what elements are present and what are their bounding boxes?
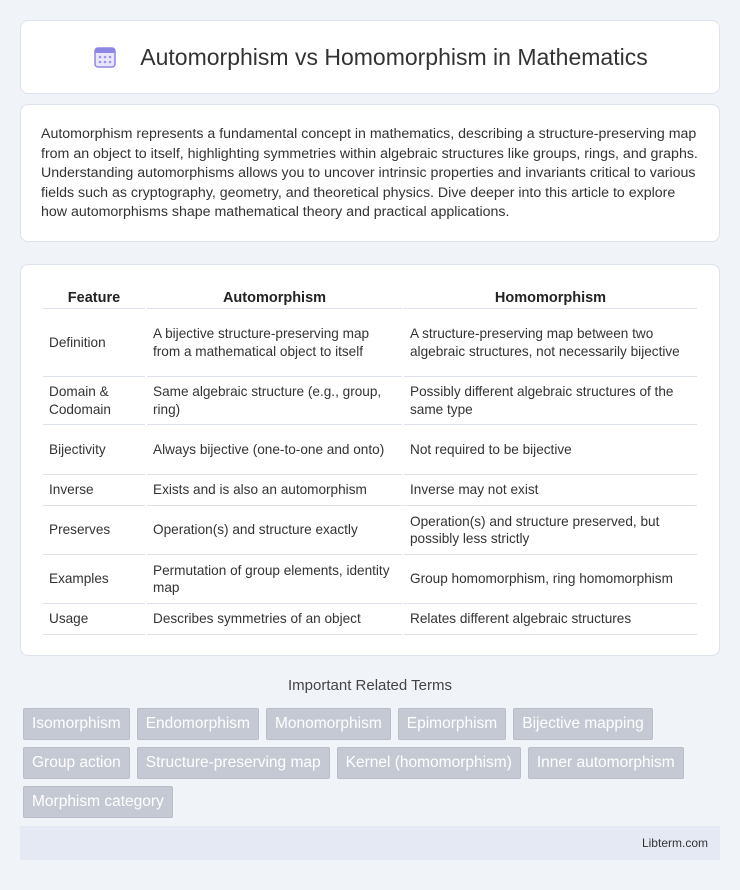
table-cell: Preserves [43, 506, 145, 555]
header-card [20, 20, 720, 94]
table-cell: Possibly different algebraic structures of the same type [404, 377, 697, 425]
related-term-tag[interactable]: Morphism category [23, 786, 173, 818]
table-row [43, 604, 697, 635]
table-cell: Inverse [43, 475, 145, 506]
related-terms-list [23, 708, 713, 818]
intro-card [20, 104, 720, 242]
comparison-table [41, 285, 699, 635]
table-cell: Same algebraic structure (e.g., group, ring) [147, 377, 402, 425]
table-row [43, 425, 697, 475]
table-cell: Group homomorphism, ring homomorphism [404, 555, 697, 604]
table-row [43, 475, 697, 506]
related-terms-title: Important Related Terms [288, 677, 452, 694]
header-homomorphism: Homomorphism [404, 285, 697, 309]
table-row [43, 555, 697, 604]
table-cell: A structure-preserving map between two algebraic structures, not necessarily bijective [404, 309, 697, 377]
related-term-tag[interactable]: Group action [23, 747, 130, 779]
table-cell: Definition [43, 309, 145, 377]
table-cell: Domain & Codomain [43, 377, 145, 425]
related-term-tag[interactable]: Bijective mapping [513, 708, 652, 740]
table-cell: Inverse may not exist [404, 475, 697, 506]
comparison-card [20, 264, 720, 656]
related-term-tag[interactable]: Endomorphism [137, 708, 259, 740]
related-term-tag[interactable]: Kernel (homomorphism) [337, 747, 521, 779]
page-title: Automorphism vs Homomorphism in Mathematics [140, 43, 648, 70]
calendar-icon [92, 44, 118, 70]
header-feature: Feature [43, 285, 145, 309]
table-cell: Permutation of group elements, identity map [147, 555, 402, 604]
header-automorphism: Automorphism [147, 285, 402, 309]
table-cell: Relates different algebraic structures [404, 604, 697, 635]
table-cell: Usage [43, 604, 145, 635]
table-cell: Operation(s) and structure preserved, but possibly less strictly [404, 506, 697, 555]
table-row [43, 309, 697, 377]
footer-site-link[interactable]: Libterm.com [641, 836, 708, 850]
related-term-tag[interactable]: Epimorphism [398, 708, 506, 740]
related-term-tag[interactable]: Inner automorphism [528, 747, 684, 779]
table-cell: Not required to be bijective [404, 425, 697, 475]
table-row [43, 506, 697, 555]
related-term-tag[interactable]: Monomorphism [266, 708, 391, 740]
table-cell: Always bijective (one-to-one and onto) [147, 425, 402, 475]
table-cell: Describes symmetries of an object [147, 604, 402, 635]
table-cell: A bijective structure-preserving map from a mathematical object to itself [147, 309, 402, 377]
table-cell: Examples [43, 555, 145, 604]
table-row [43, 377, 697, 425]
table-cell: Exists and is also an automorphism [147, 475, 402, 506]
related-term-tag[interactable]: Isomorphism [23, 708, 130, 740]
related-term-tag[interactable]: Structure-preserving map [137, 747, 330, 779]
table-cell: Bijectivity [43, 425, 145, 475]
footer [20, 826, 720, 860]
intro-paragraph: Automorphism represents a fundamental concept in mathematics, describing a structure-preserving map from an object to itself, highlighting symmetries within algebraic structures like groups, rings, and graphs. Understanding automorphisms allows you to uncover intrinsic properties and invariants critical to various fields such as cryptography, geometry, and theoretical physics. Dive deeper into this article to explore how automorphisms shape mathematical theory and practical applications. [41, 126, 698, 220]
table-cell: Operation(s) and structure exactly [147, 506, 402, 555]
